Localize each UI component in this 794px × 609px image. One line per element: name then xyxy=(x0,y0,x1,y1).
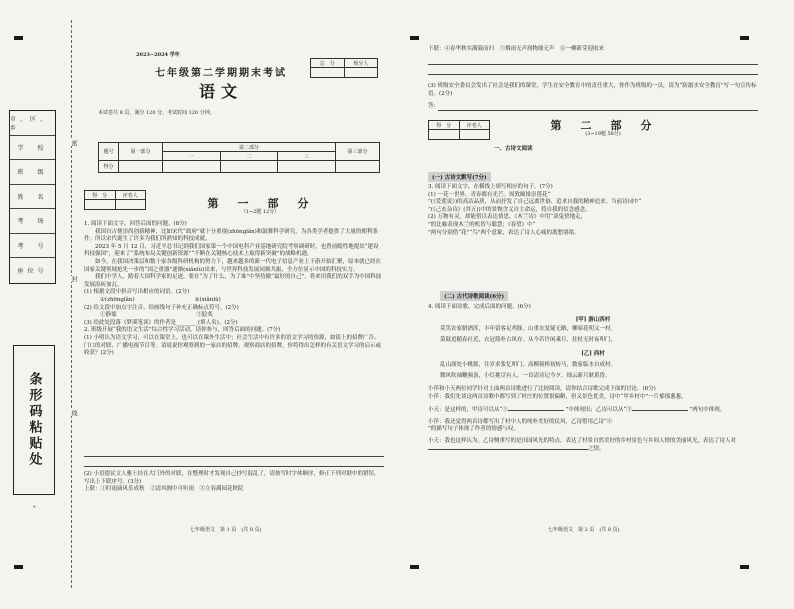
section-one-sub: （1~2题 12分） xyxy=(240,209,280,215)
q4-dialog-6: ”的描写句子体现了作者的情感与叹。 xyxy=(428,426,519,433)
q3-text-c: ”(《己亥杂诗》(其五))中的景物含义自主命运，将自我的信念感念。 xyxy=(428,206,591,213)
corner-mark-top-right xyxy=(740,36,749,40)
info-seat-number[interactable]: 座位号 xyxy=(17,267,48,275)
total-score-label: 总 分 xyxy=(311,59,345,68)
q4-dialog-8: 之情。 xyxy=(588,445,605,452)
q1-para-3: 如今，在我国决策层和数十家各级科研机构的努力下，越来越多的新一代电子信息产业上下游开始汇聚，原本就已经在国家关键领域抢先一步的“国之重器”逐渐(xiǎnlù)出来，与世界科技发展同频共振，全方位显示中国的科技实力。 xyxy=(84,258,382,273)
page-footer-2: 七年级语文 第 2 页 (共 8 页) xyxy=(548,527,620,533)
q2-part-1: (1) 小明认为语文学习，可以在课堂上，也可以在课外生活中；社会生活中有许多的语文学习的资源，如街上的招牌广告、门口的对联、广播电视节目等。请说说你观察到的一家店的招牌，观察商店的招牌，你将得出怎样的有关语文学习的启示或收获？(2分) xyxy=(84,334,382,357)
info-class[interactable]: 班 级 xyxy=(10,160,55,185)
score-cell[interactable] xyxy=(163,161,221,173)
seal-line xyxy=(71,20,72,588)
total-score-cell[interactable] xyxy=(311,68,345,78)
q3-text-a: (1) 一花一世界，青春都有光芒。周敦颐推崇莲花“ xyxy=(428,191,551,198)
question-1 xyxy=(84,221,384,358)
answer-line[interactable] xyxy=(428,64,758,65)
subsection-poetry-read: (二) 古代诗歌阅读(6分) xyxy=(440,291,508,301)
q3-stem: 3. 阅读下面文字，在横线上填写相应的句子。(7分) xyxy=(428,184,553,190)
page-footer-1: 七年级语文 第 1 页 (共 8 页) xyxy=(190,527,262,533)
q4-dialog-4: ”两句中体现。 xyxy=(689,407,726,414)
star-mark: * xyxy=(33,505,36,511)
q4-blank-2[interactable] xyxy=(632,410,688,411)
q1-sub-2-answers xyxy=(100,312,384,320)
info-name[interactable]: 姓 名 xyxy=(10,185,55,210)
q3-text-f: ”两句分别借“花”“鸟”两个意象，表达了诗人心痛的离愁别绪。 xyxy=(428,229,580,236)
question-3 xyxy=(428,184,758,237)
school-year: 2023~2024 学年 xyxy=(136,52,180,58)
grader-name-cell[interactable] xyxy=(115,200,146,210)
q4-dialog-1: 小萍：我们先谈这两首诗歌中都写到了村庄的位置很偏僻，但又景色优美，诗中“甲乡村中”一片郁郁葱葱， xyxy=(428,393,687,400)
score-table-head: 题号 xyxy=(99,143,119,161)
q2-part-2-stem: (2) 小语提议文人雅士挂在大门外的对联，在整理时才发现自己抄写混乱了，请按写时字体顺序，修正下列对联中的错误，写出上下联序号。(3分) xyxy=(84,471,380,485)
q1-blank-3[interactable]: ①静谧 xyxy=(100,312,117,319)
grader-score-label: 得 分 xyxy=(429,121,460,130)
q1-para-2: 2023 年 5 月 12 日，习近平总书记到我们国家第一个中国电科产业基地研究院考察调研时，也曾前瞻性地提出“建设科技强国”，迎来了“系统布局关键创新资源”“不断在关键核心技术上取得新突破”的战略机遇。 xyxy=(84,243,379,258)
q2-answer-line[interactable] xyxy=(84,466,384,467)
answer-label: 答： xyxy=(428,103,440,109)
info-school[interactable]: 学 校 xyxy=(10,136,55,161)
grader-name-label: 评卷人 xyxy=(459,121,490,130)
subject-title: 语文 xyxy=(198,82,243,101)
q4-dialog-2-wrap xyxy=(428,407,758,415)
info-exam-number[interactable]: 考 号 xyxy=(10,234,55,259)
score-table-part2: 第二部分 xyxy=(163,143,336,152)
section-two-sub: (3~19题 58分) xyxy=(585,131,621,137)
total-score-box xyxy=(310,58,378,78)
part-heading: 一、古诗文阅读 xyxy=(494,146,533,152)
poem-2-title: [乙] 西村 xyxy=(581,351,605,357)
q3-text-b: ”(《爱莲说》)的高洁品质，从而抒发了自己远离世俗、追求自我的精神追求。当前诗词中“ xyxy=(428,199,642,206)
score-table-part3: 第三部分 xyxy=(336,143,380,161)
grader-score-label: 得 分 xyxy=(85,191,116,200)
checker-label: 核分人 xyxy=(344,59,378,68)
seal-char-1: 密 xyxy=(70,140,77,146)
score-table xyxy=(98,142,380,173)
q4-blank-3[interactable] xyxy=(428,449,588,450)
center-mark-top xyxy=(410,36,419,40)
barcode-area[interactable] xyxy=(13,345,55,495)
poem-1-line-1: 莫笑农家腊酒浑，丰年留客足鸡豚。山重水复疑无路，柳暗花明又一村。 xyxy=(440,326,617,332)
student-info-table xyxy=(9,110,56,284)
info-exam-room[interactable]: 考 场 xyxy=(10,209,55,234)
score-table-row-label: 得分 xyxy=(99,161,119,173)
q4-dialog-3: ”中体现出；乙诗可以从“③ xyxy=(565,407,632,414)
poem-2-line-2: 微风吹袖鞭频袅，小灯挑尽有人。一首清诗记今夕，细云新月耿黄昏。 xyxy=(440,373,611,379)
q4-dialog-7: 小天：我也这样认为。乙诗侧重写的是田园风光的特点，表达了村景自然美好的乡村景色与乡间人情的美丽风光，表达了诗人对 xyxy=(428,437,737,444)
q3-text-e: ”的比喻表现木兰的机智与聪慧；《春望》中“ xyxy=(428,221,536,228)
grader-box-right xyxy=(428,120,490,140)
exam-info: 本试卷共 8 页，满分 120 分，考试时间 120 分钟。 xyxy=(98,110,215,116)
q1-blank-1[interactable]: ①(zhōnɡlǎn) xyxy=(100,296,135,303)
question-2-stem: 2. 班级开展“我的语文生活”综合性学习活动，请你参与，回答后面的问题。(7分) xyxy=(84,327,281,334)
grader-box-left xyxy=(84,190,146,210)
grader-score-cell[interactable] xyxy=(429,130,460,140)
answer-line[interactable] xyxy=(428,74,758,75)
info-region[interactable]: 市、区、乡 xyxy=(10,111,55,136)
score-cell[interactable] xyxy=(336,161,380,173)
q4-blank-1[interactable] xyxy=(508,410,564,411)
q2-couplet-lower: 下联：④春华秋实满载而归 ⑤烟雨无声润物细无声 ⑥一柳新芽迎雨来 xyxy=(428,46,605,52)
q1-sub-1-answers xyxy=(100,297,384,305)
corner-mark-top-left xyxy=(14,36,23,40)
q3-text-d: (2) 万物有灵，却能借以表达情思。《木兰诗》中用“双兔傍地走， xyxy=(428,214,587,221)
seal-char-2: 封 xyxy=(70,276,77,282)
score-table-sub3: 三 xyxy=(278,152,336,161)
q2-part-3: (3) 班级安全委员会发出了社会是我们的课堂，学生在安全教育中的责任重大，你作为班级的一员，请为“防溺水安全教育”写一句宣传标语。(2分) xyxy=(428,83,757,97)
score-cell[interactable] xyxy=(220,161,278,173)
q4-dialog-5: 小萍：我还觉得两首诗都写出了村中人的纯朴美好的民风，乙诗借用乙诗“④ xyxy=(428,418,613,425)
q1-blank-2[interactable]: ②(xiǎnlù) xyxy=(194,296,221,303)
grader-score-cell[interactable] xyxy=(85,200,116,210)
grader-name-label: 评卷人 xyxy=(115,191,146,200)
checker-cell[interactable] xyxy=(344,68,378,78)
section-two-title: 第 二 部 分 xyxy=(550,119,656,132)
q1-stem: 1. 阅读下面文字，回答后面的问题。(8分) xyxy=(84,221,187,227)
score-table-sub1: 一 xyxy=(163,152,221,161)
barcode-label: 条形码粘贴处 xyxy=(26,372,42,468)
answer-line[interactable] xyxy=(438,110,758,111)
q1-sub-2: (2) 给文段中加点字注音、给画线句子补充正确标点符号。(2分) xyxy=(84,304,239,311)
poem-2-line-1: 乱山深处小桃源，往岁求浆忆叩门。高柳簇桥初转马，数家临水自成村。 xyxy=(440,362,617,368)
q1-sub-3: (3) 给此处段落《梦溪笔谈》的作者是________(填人名)。(2分) xyxy=(84,319,238,326)
corner-mark-bottom-right xyxy=(740,565,749,569)
poem-1-line-2: 箫鼓追随春社近，衣冠简朴古风存。从今若许闲乘月，拄杖无时夜叩门。 xyxy=(440,337,617,343)
score-cell[interactable] xyxy=(278,161,336,173)
subsection-poetry-recite: (一) 古诗文默写(7分) xyxy=(428,172,491,182)
q4-dialog-2: 小天：是这样的，甲诗可以从“① xyxy=(428,407,508,414)
section-one-title: 第 一 部 分 xyxy=(207,197,313,210)
q2-part-2 xyxy=(84,471,384,494)
q1-sub-1: (1) 根据文段中拼音写出相应的词语。(2分) xyxy=(84,289,190,296)
q2-couplet-upper: 上联：①时雨滴风乐成秋 ②清风阁中可听雨 ③立春满园花秋院 xyxy=(84,486,244,493)
q1-para-1: 我国自古便崇尚创新精神，比如宋代“政府”就十分重视(zhōnɡlǎn)和鼓舞科学研究，为各类学者提供了大量的便利条件。所以宋代诞生了许多为我们所熟知的科技成就。 xyxy=(84,228,378,243)
q4-intro: 小萍和小天两位同学针对上面两首诗歌进行了比较阅读，请你结合诗歌完成下面的讨论。(6分) xyxy=(428,386,656,392)
score-cell[interactable] xyxy=(119,161,163,173)
q1-para-4: 我们中学人，踏着大国科学家的足迹，要在“为了什么、为了谁”中坚持做“最好的自己”，将来用我们的双手为中国科技发展添砖加瓦。 xyxy=(84,274,382,288)
q4-stem: 4. 阅读下面诗歌，完成后面的问题。(6分) xyxy=(428,304,531,310)
seal-char-3: 线 xyxy=(70,410,77,416)
question-4-discussion xyxy=(428,386,758,453)
score-table-sub2: 二 xyxy=(220,152,278,161)
q1-blank-4[interactable]: ②脍炙 xyxy=(196,312,214,319)
score-table-part1: 第一部分 xyxy=(119,143,163,161)
exam-title: 七年级第二学期期末考试 xyxy=(155,68,287,79)
poem-1-title: [甲] 游山西村 xyxy=(575,317,611,323)
q2-answer-line[interactable] xyxy=(84,456,384,457)
corner-mark-bottom-left xyxy=(14,565,23,569)
center-mark-bottom xyxy=(410,565,419,569)
q4-answer-row xyxy=(428,446,758,454)
grader-name-cell[interactable] xyxy=(459,130,490,140)
